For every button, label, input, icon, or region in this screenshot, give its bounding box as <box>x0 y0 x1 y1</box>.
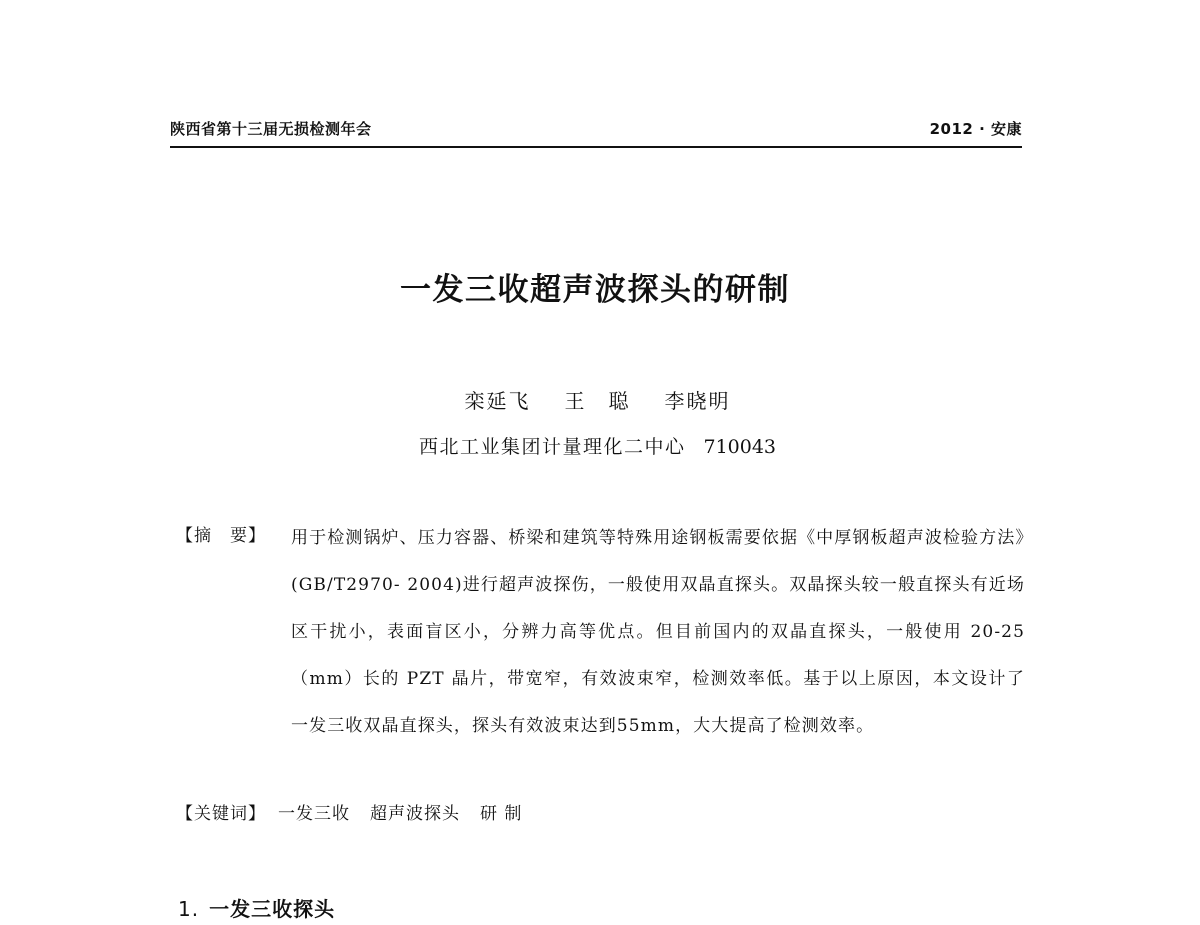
keyword: 超声波探头 <box>370 804 460 824</box>
keyword: 一发三收 <box>278 804 350 824</box>
conference-year-location: 2012 · 安康 <box>929 120 1022 138</box>
author-name: 王 聪 <box>564 389 631 413</box>
affiliation-name: 西北工业集团计量理化二中心 <box>418 436 686 458</box>
keyword: 研 制 <box>480 804 523 824</box>
section-number: 1. <box>178 897 200 921</box>
header-rule <box>170 146 1022 148</box>
abstract-label: 【摘 要】 <box>176 526 266 546</box>
author-name: 李晓明 <box>664 389 731 413</box>
keywords <box>176 799 542 824</box>
abstract-text: 用于检测锅炉、压力容器、桥梁和建筑等特殊用途钢板需要依据《中厚钢板超声波检验方法》(GB/T2970- 2004)进行超声波探伤，一般使用双晶直探头。双晶探头较一般直探头有近场区干扰小，表面盲区小，分辨力高等优点。但目前国内的双晶直探头，一般使用 20-25（mm）长的 PZT 晶片，带宽窄，有效波束窄，检测效率低。基于以上原因，本文设计了一发三收双晶直探头，探头有效波束达到55mm，大大提高了检测效率。 <box>291 528 1025 736</box>
paper-title: 一发三收超声波探头的研制 <box>400 272 790 308</box>
affiliation <box>0 432 1195 459</box>
keywords-label: 【关键词】 <box>176 804 266 824</box>
author-name: 栾延飞 <box>464 389 531 413</box>
running-head <box>170 118 1022 142</box>
section-heading <box>178 893 335 922</box>
conference-name: 陕西省第十三届无损检测年会 <box>170 120 372 138</box>
author-list <box>0 385 1195 414</box>
section-title: 一发三收探头 <box>209 897 336 921</box>
postal-code: 710043 <box>703 436 777 458</box>
